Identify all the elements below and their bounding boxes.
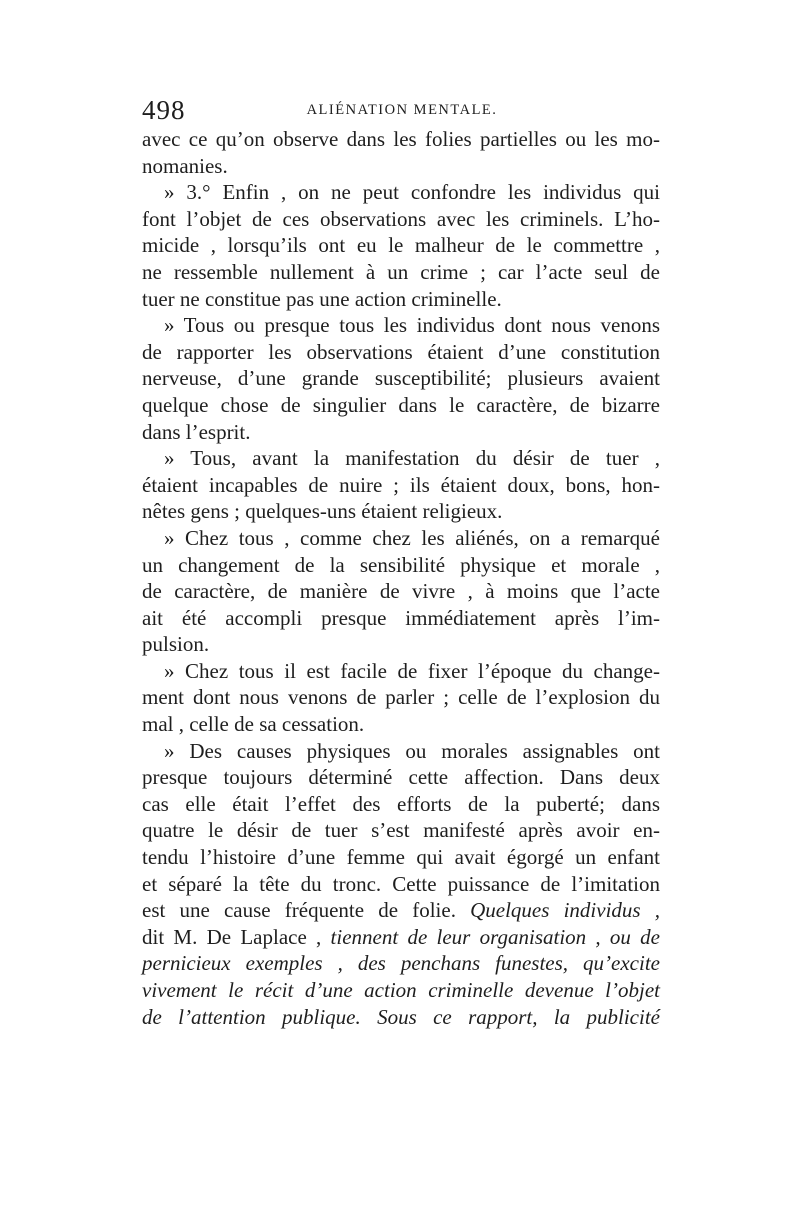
text-line: nomanies. xyxy=(142,153,228,178)
text-line: mal , celle de sa cessation. xyxy=(142,712,365,737)
text-line: avec ce qu’on observe dans les folies partielles ou les mo- xyxy=(142,127,660,151)
page-number: 498 xyxy=(142,95,186,125)
text-line: dans l’esprit. xyxy=(142,419,251,444)
text-line: tuer ne constitue pas une action criminelle. xyxy=(142,286,502,311)
text-line-mixed xyxy=(142,897,660,924)
roman-text: dit M. De Laplace , xyxy=(142,924,331,949)
text-line: micide , lorsqu’ils ont eu le malheur de le commettre , xyxy=(142,233,660,258)
text-line: » Des causes physiques ou morales assignables ont xyxy=(164,738,660,763)
text-line: cas elle était l’effet des efforts de la puberté; dans xyxy=(142,791,660,816)
text-line: » Chez tous , comme chez les aliénés, on a remarqué xyxy=(164,525,660,550)
text-line: étaient incapables de nuire ; ils étaient doux, bons, hon- xyxy=(142,472,660,497)
italic-text-line: de l’attention publique. Sous ce rapport, la publicité xyxy=(142,1004,660,1029)
italic-text-line: pernicieux exemples , des penchans funestes, qu’excite xyxy=(142,951,660,976)
text-line: un changement de la sensibilité physique et morale , xyxy=(142,552,660,577)
text-line: et séparé la tête du tronc. Cette puissance de l’imitation xyxy=(142,871,660,896)
text-line: pulsion. xyxy=(142,632,210,657)
text-line: ment dont nous venons de parler ; celle de l’explosion du xyxy=(142,685,660,710)
page-header xyxy=(142,95,662,125)
text-line: tendu l’histoire d’une femme qui avait égorgé un enfant xyxy=(142,845,660,870)
text-line: font l’objet de ces observations avec les criminels. L’ho- xyxy=(142,206,660,231)
text-line: ait été accompli presque immédiatement après l’im- xyxy=(142,605,660,630)
text-line: » Tous, avant la manifestation du désir de tuer , xyxy=(164,446,660,471)
text-line: quatre le désir de tuer s’est manifesté après avoir en- xyxy=(142,818,660,843)
body-text xyxy=(142,126,660,1030)
text-line: de caractère, de manière de vivre , à moins que l’acte xyxy=(142,579,660,604)
roman-text: est une cause fréquente de folie. xyxy=(142,898,471,923)
text-line-mixed xyxy=(142,924,660,951)
text-line: nêtes gens ; quelques-uns étaient religieux. xyxy=(142,499,503,524)
text-line: » Tous ou presque tous les individus dont nous venons xyxy=(164,313,660,338)
italic-text: tiennent de leur organisation , ou de xyxy=(330,924,660,949)
text-line: nerveuse, d’une grande susceptibilité; plusieurs avaient xyxy=(142,366,660,391)
text-line: presque toujours déterminé cette affection. Dans deux xyxy=(142,765,660,790)
text-line: » 3.° Enfin , on ne peut confondre les individus qui xyxy=(164,180,660,205)
text-line: ne ressemble nullement à un crime ; car l’acte seul de xyxy=(142,259,660,284)
italic-text: Quelques individus , xyxy=(470,898,660,923)
italic-text-line: vivement le récit d’une action criminelle devenue l’objet xyxy=(142,978,660,1002)
running-head: ALIÉNATION MENTALE. xyxy=(306,102,498,118)
text-line: quelque chose de singulier dans le caractère, de bizarre xyxy=(142,392,660,417)
text-line: de rapporter les observations étaient d’une constitution xyxy=(142,339,660,364)
text-line: » Chez tous il est facile de fixer l’époque du change- xyxy=(164,658,660,683)
